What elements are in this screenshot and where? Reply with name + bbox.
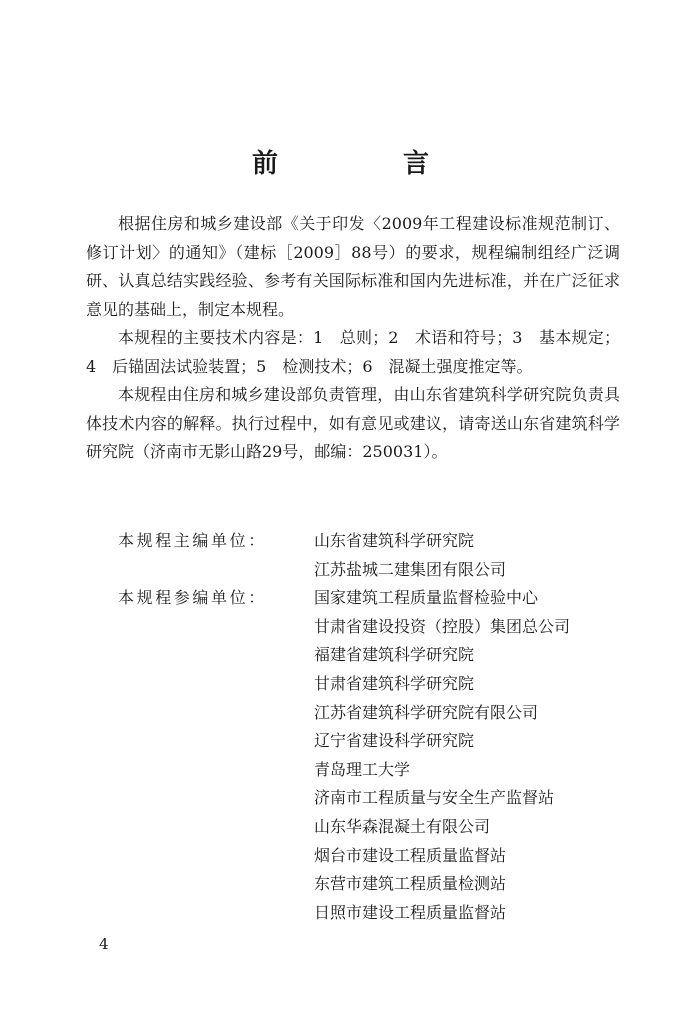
preface-paragraph-2: 本规程的主要技术内容是：1 总则；2 术语和符号；3 基本规定；4 后锚固法试验装置；5 检测技术；6 混凝土强度推定等。 xyxy=(86,328,620,376)
preface-body xyxy=(86,210,620,467)
participating-unit-name: 山东华森混凝土有限公司 xyxy=(314,816,491,836)
participating-unit-name: 济南市工程质量与安全生产监督站 xyxy=(314,788,555,808)
participating-unit-name: 江苏省建筑科学研究院有限公司 xyxy=(314,702,539,722)
participating-units-label: 本规程参编单位： xyxy=(118,588,267,608)
chief-units-list xyxy=(314,527,506,584)
chief-unit-name: 江苏盐城二建集团有限公司 xyxy=(314,559,507,579)
participating-unit-name: 青岛理工大学 xyxy=(314,759,411,779)
participating-units-row xyxy=(86,584,646,927)
preface-paragraph-1: 根据住房和城乡建设部《关于印发〈2009年工程建设标准规范制订、修订计划〉的通知》（建标［2009］88号）的要求，规程编制组经广泛调研、认真总结实践经验、参考有关国际标准和国内先进标准，并在广泛征求意见的基础上，制定本规程。 xyxy=(86,214,620,319)
participating-unit-name: 东营市建筑工程质量检测站 xyxy=(314,874,507,894)
preface-paragraph-3: 本规程由住房和城乡建设部负责管理，由山东省建筑科学研究院负责具体技术内容的解释。执行过程中，如有意见或建议，请寄送山东省建筑科学研究院（济南市无影山路29号，邮编：250031）。 xyxy=(86,385,620,461)
participating-unit-name: 日照市建设工程质量监督站 xyxy=(314,902,507,922)
units-section xyxy=(86,527,646,927)
participating-unit-name: 辽宁省建设科学研究院 xyxy=(314,731,475,751)
page-title: 前 言 xyxy=(251,149,488,179)
participating-unit-name: 福建省建筑科学研究院 xyxy=(314,645,475,665)
participating-unit-name: 甘肃省建筑科学研究院 xyxy=(314,673,475,693)
chief-units-row xyxy=(86,527,646,584)
participating-unit-name: 烟台市建设工程质量监督站 xyxy=(314,845,507,865)
participating-units-list xyxy=(314,584,570,927)
page-number: 4 xyxy=(99,935,109,953)
chief-unit-name: 山东省建筑科学研究院 xyxy=(314,531,475,550)
participating-unit-name: 国家建筑工程质量监督检验中心 xyxy=(314,588,539,608)
participating-unit-name: 甘肃省建设投资（控股）集团总公司 xyxy=(314,616,571,636)
chief-units-label: 本规程主编单位： xyxy=(118,531,267,550)
